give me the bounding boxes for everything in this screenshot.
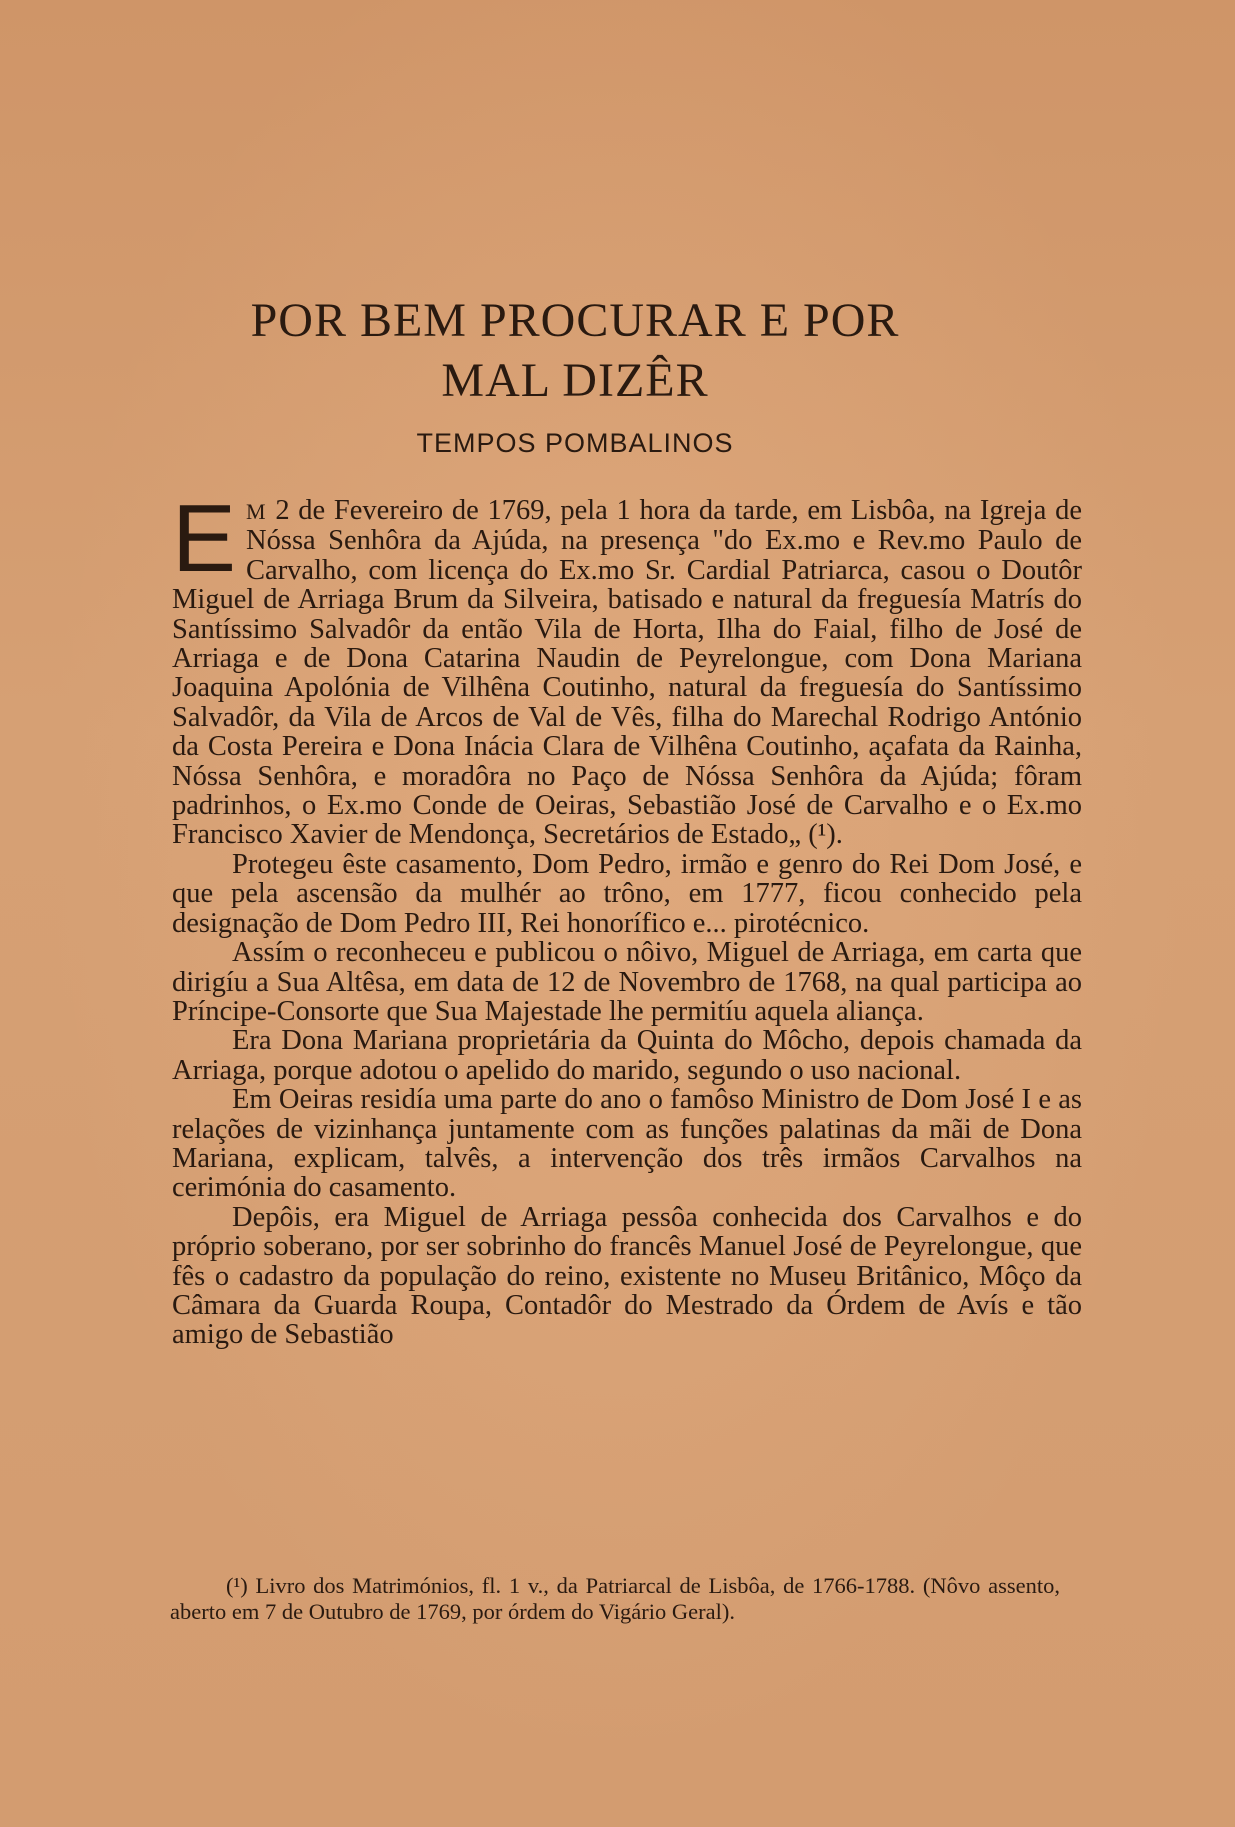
title-line-1: POR BEM PROCURAR E POR bbox=[250, 294, 900, 347]
paragraph-3: Assím o reconheceu e publicou o nôivo, Miguel de Arriaga, em carta que dirigíu a Sua Altêsa, em data de 12 de Novembro de 1768, na qual participa ao Príncipe-Consorte que Sua Majestade lhe permitíu aquela aliança. bbox=[172, 937, 1082, 1027]
paragraph-2: Protegeu êste casamento, Dom Pedro, irmão e genro do Rei Dom José, e que pela ascensão da mulhér ao trôno, em 1777, ficou conhecido pela designação de Dom Pedro III, Rei honorífico e... pirotécnico. bbox=[172, 848, 1082, 939]
paragraph-5: Em Oeiras residía uma parte do ano o famôso Ministro de Dom José I e as relações de vizinhança juntamente com as funções palatinas da mãi de Dona Mariana, explicam, talvês, a intervenção dos três irmãos Carvalhos na cerimónia do casamento. bbox=[172, 1084, 1082, 1204]
paragraph-1 bbox=[172, 485, 1082, 851]
footnote bbox=[170, 1573, 1060, 1625]
paragraph-4: Era Dona Mariana proprietária da Quinta do Môcho, depois chamada da Arriaga, porque adotou o apelido do marido, segundo o uso nacional. bbox=[172, 1025, 1082, 1086]
body-text bbox=[172, 485, 1082, 1351]
first-word-rest: M bbox=[246, 499, 267, 524]
paragraph-1-text: 2 de Fevereiro de 1769, pela 1 hora da tarde, em Lisbôa, na Igreja de Nóssa Senhôra da Ajúda, na presença "do Ex.mo e Rev.mo Paulo de Carvalho, com licença do Ex.mo Sr. Cardial Patriarca, casou o Doutôr Miguel de Arriaga Brum da Silveira, batisado e natural da freguesía Matrís do Santíssimo Salvadôr da então Vila de Horta, Ilha do Faial, filho de José de Arriaga e de Dona Catarina Naudin de Peyrelongue, com Dona Mariana Joaquina Apolónia de Vilhêna Coutinho, natural da freguesía do Santíssimo Salvadôr, da Vila de Arcos de Val de Vês, filha do Marechal Rodrigo António da Costa Pereira e Dona Inácia Clara de Vilhêna Coutinho, açafata da Rainha, Nóssa Senhôra, e moradôra no Paço de Nóssa Senhôra da Ajúda; fôram padrinhos, o Ex.mo Conde de Oeiras, Sebastião José de Carvalho e o Ex.mo Francisco Xavier de Mendonça, Secretários de Estado„ (¹). bbox=[172, 495, 1082, 851]
footnote-text: (¹) Livro dos Matrimónios, fl. 1 v., da Patriarcal de Lisbôa, de 1766-1788. (Nôvo assento, aberto em 7 de Outubro de 1769, por órdem do Vigário Geral). bbox=[170, 1573, 1060, 1624]
title-line-2: MAL DIZÊR bbox=[441, 354, 709, 407]
paragraph-6: Depôis, era Miguel de Arriaga pessôa conhecida dos Carvalhos e do próprio soberano, por ser sobrinho do francês Manuel José de Peyrelongue, que fês o cadastro da população do reino, existente no Museu Britânico, Môço da Câmara da Guarda Roupa, Contadôr do Mestrado da Órdem de Avís e tão amigo de Sebastião bbox=[172, 1201, 1082, 1351]
subtitle: TEMPOS POMBALINOS bbox=[416, 428, 734, 458]
drop-cap: E bbox=[172, 485, 237, 592]
